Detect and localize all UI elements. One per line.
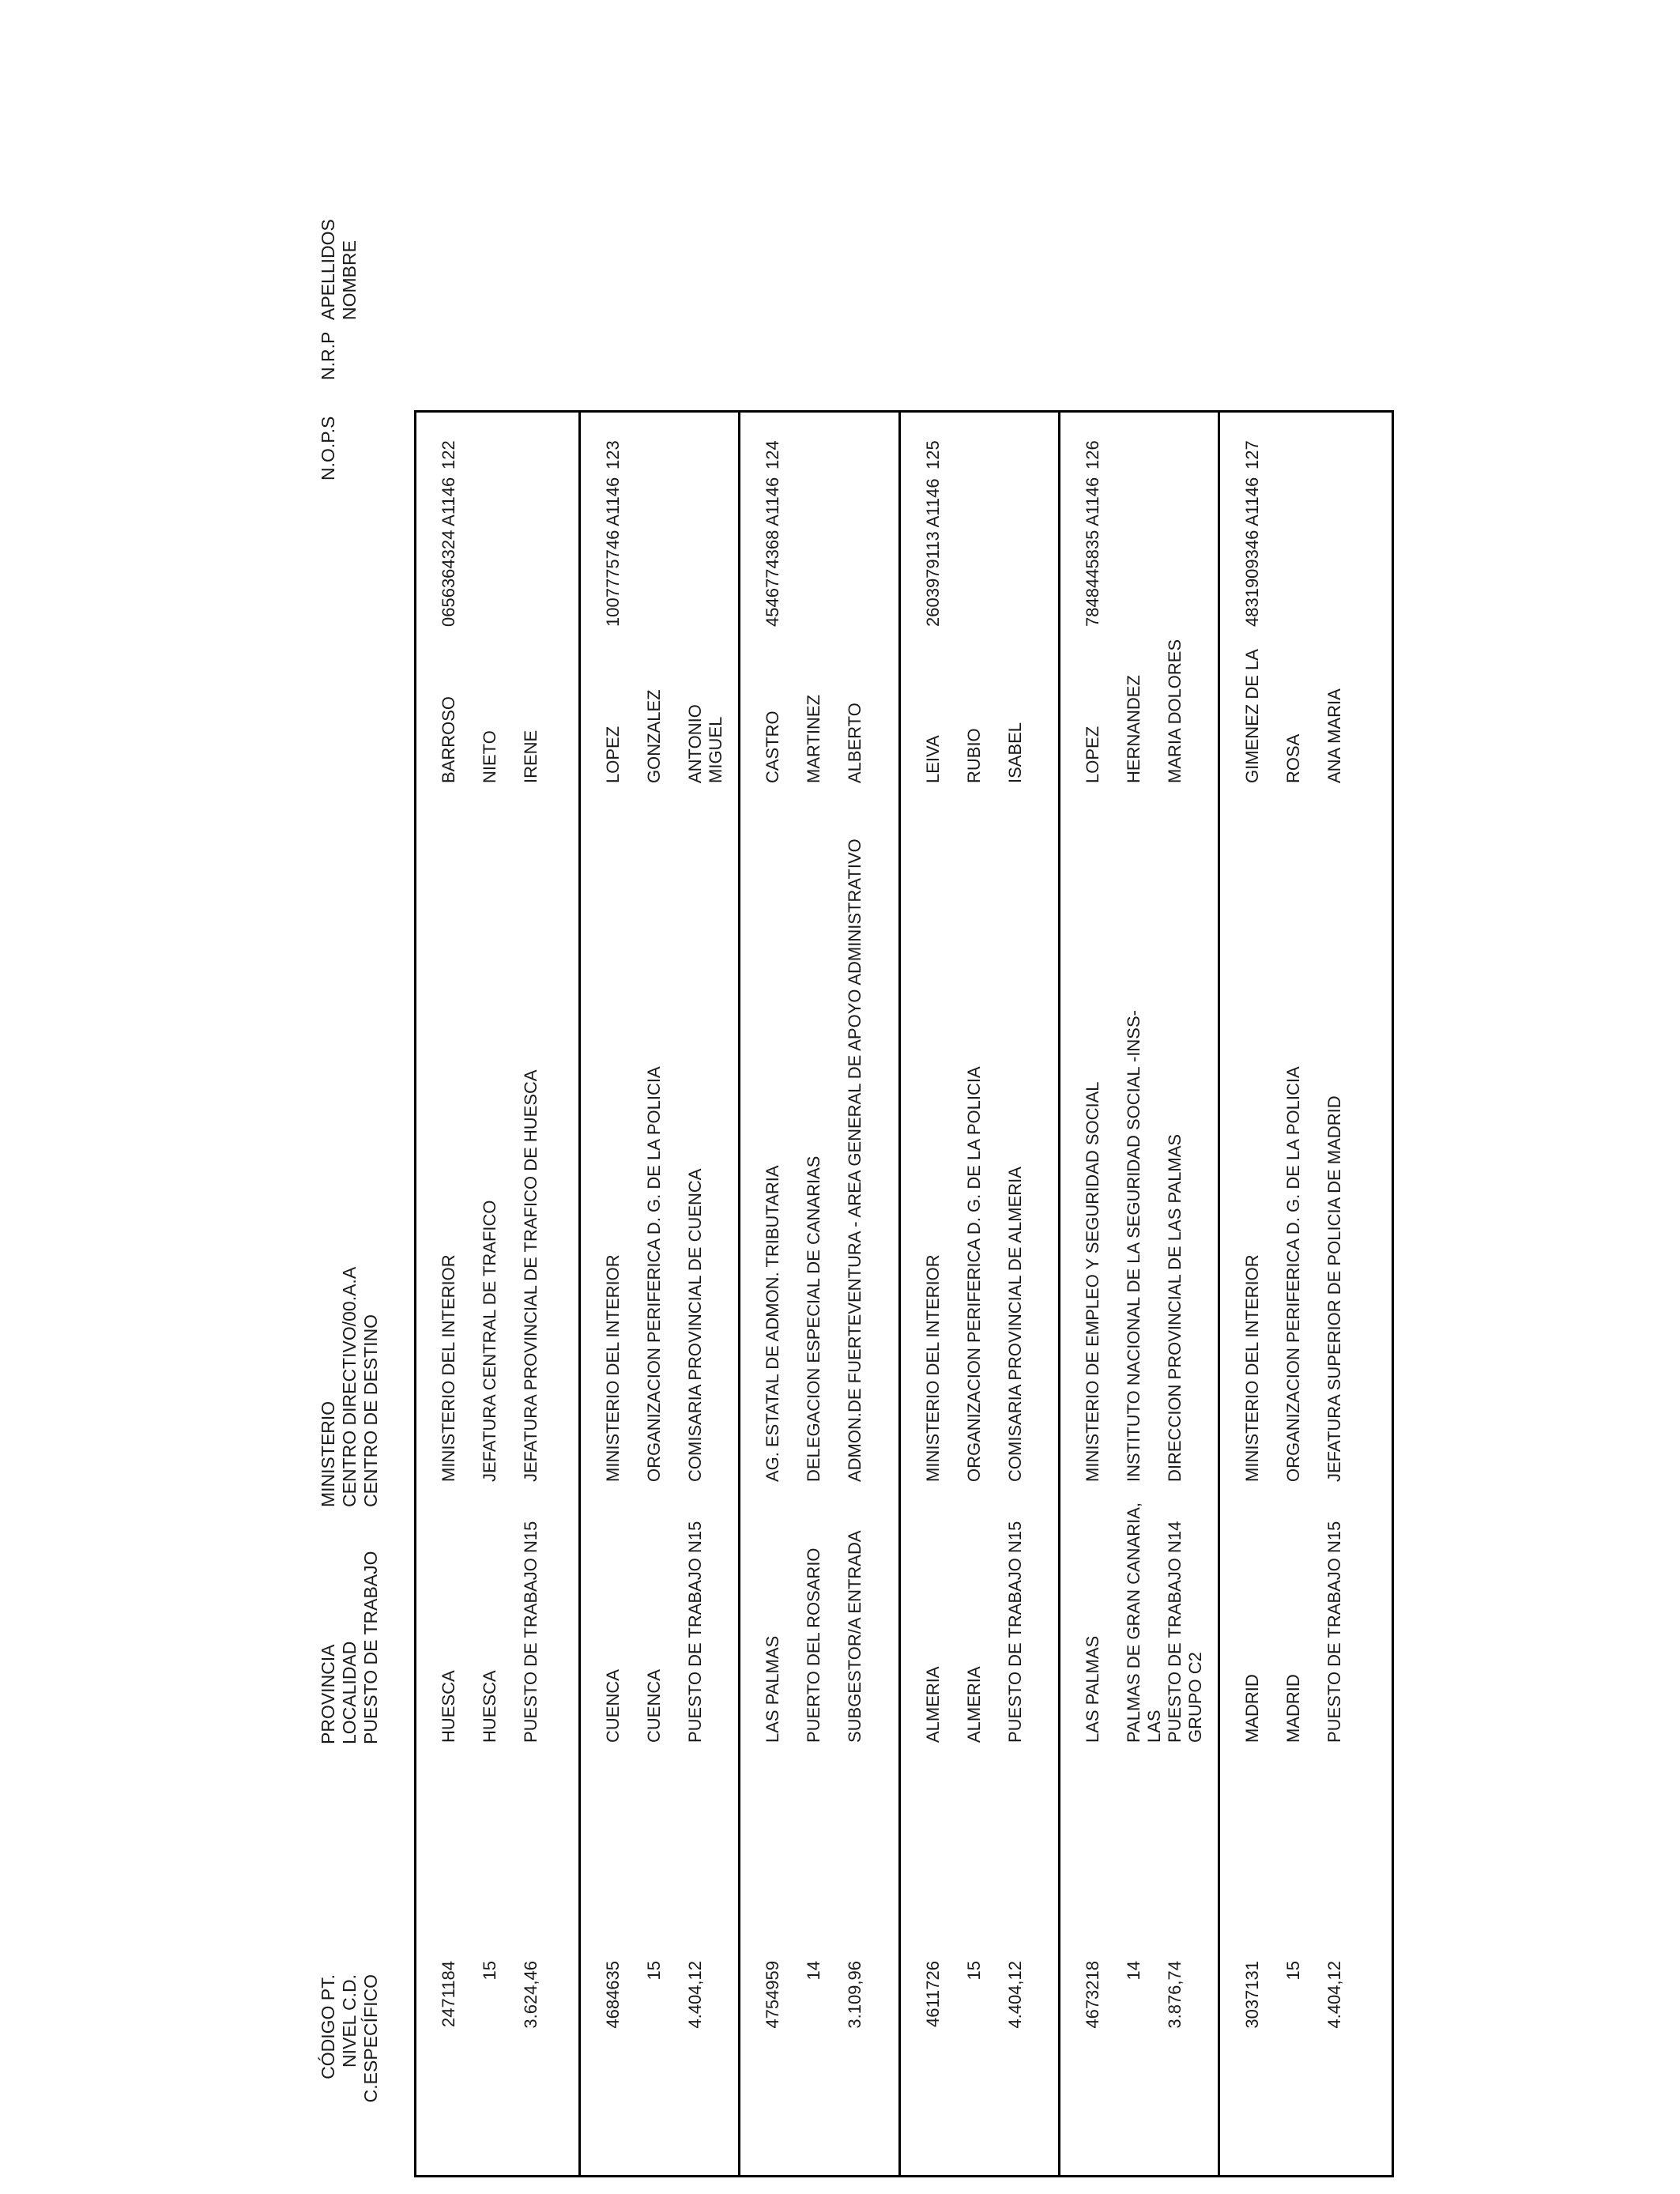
- row-apellidos-line: NIETO: [480, 730, 499, 783]
- table-row: [578, 413, 740, 2175]
- row-codigo-line: 4611726: [923, 1961, 943, 2028]
- row-codigo-line: 3.624,46: [521, 1961, 541, 2029]
- row-apellidos-line: RUBIO: [964, 728, 984, 783]
- table-row: [1058, 413, 1220, 2175]
- row-ministerio-line: ADMON.DE FUERTEVENTURA - AREA GENERAL DE APOYO ADMINISTRATIVO: [845, 839, 864, 1482]
- row-provincia-line: MADRID: [1283, 1674, 1303, 1743]
- row-codigo-line: 4.404,12: [685, 1961, 705, 2029]
- row-nrp: 7848445835 A1146: [1083, 477, 1102, 627]
- row-nrp: 4546774368 A1146: [763, 477, 782, 627]
- row-apellidos-line: MARTINEZ: [804, 694, 823, 783]
- row-provincia-line: PUESTO DE TRABAJO N15: [521, 1521, 541, 1743]
- row-ministerio-line: ORGANIZACION PERIFERICA D. G. DE LA POLICIA: [964, 1066, 984, 1482]
- header-nops-label: N.O.P.S: [318, 416, 338, 481]
- row-ministerio-line: INSTITUTO NACIONAL DE LA SEGURIDAD SOCIAL -INSS-: [1124, 1010, 1143, 1482]
- header-codigo: [318, 1974, 382, 2151]
- row-provincia-line: PUESTO DE TRABAJO N14 GRUPO C2: [1165, 1521, 1205, 1743]
- row-ministerio-line: MINISTERIO DEL INTERIOR: [603, 1254, 623, 1482]
- header-especifico-line: C.ESPECÍFICO: [360, 1974, 381, 2103]
- row-nrp: 0656364324 A1146: [439, 477, 458, 627]
- row-codigo-line: 4.404,12: [1324, 1961, 1344, 2029]
- row-codigo-line: 3.109,96: [845, 1961, 864, 2029]
- header-apellidos-line: APELLIDOS: [318, 219, 338, 320]
- row-ministerio-line: JEFATURA CENTRAL DE TRAFICO: [480, 1200, 499, 1482]
- row-codigo-line: 4754959: [763, 1961, 782, 2029]
- row-ministerio-line: COMISARIA PROVINCIAL DE CUENCA: [685, 1168, 705, 1482]
- row-ministerio-line: MINISTERIO DEL INTERIOR: [923, 1254, 943, 1482]
- row-number: 127: [1242, 440, 1262, 469]
- row-codigo-line: 15: [480, 1961, 499, 1981]
- row-apellidos-line: HERNANDEZ: [1124, 675, 1143, 783]
- table-row: [416, 413, 578, 2175]
- header-ministerio-line: MINISTERIO: [318, 1400, 338, 1507]
- row-ministerio-line: ORGANIZACION PERIFERICA D. G. DE LA POLICIA: [644, 1066, 664, 1482]
- records-table: [414, 410, 1394, 2177]
- row-provincia-line: PUESTO DE TRABAJO N15: [685, 1521, 705, 1743]
- row-provincia-line: ALMERIA: [923, 1666, 943, 1743]
- row-ministerio-line: JEFATURA PROVINCIAL DE TRAFICO DE HUESCA: [521, 1069, 541, 1482]
- header-nrp: [318, 332, 339, 380]
- row-provincia-line: CUENCA: [644, 1669, 664, 1743]
- header-codigo-line: CÓDIGO PT.: [318, 1974, 338, 2079]
- row-ministerio-line: MINISTERIO DEL INTERIOR: [439, 1254, 458, 1482]
- row-nrp: 2603979113 A1146: [923, 478, 943, 627]
- row-codigo-line: 3.876,74: [1165, 1961, 1185, 2029]
- row-codigo-line: 4.404,12: [1005, 1961, 1025, 2029]
- header-apellidos: [318, 219, 360, 320]
- row-codigo-line: 14: [1124, 1961, 1143, 1981]
- row-apellidos-line: ISABEL: [1005, 722, 1025, 783]
- row-codigo-line: 14: [804, 1961, 823, 1981]
- row-apellidos-line: ROSA: [1283, 733, 1303, 783]
- row-ministerio-line: MINISTERIO DE EMPLEO Y SEGURIDAD SOCIAL: [1083, 1081, 1102, 1482]
- header-ministerio: [318, 1267, 382, 1507]
- header-provincia: [318, 1551, 382, 1744]
- row-provincia-line: CUENCA: [603, 1669, 623, 1743]
- row-provincia-line: SUBGESTOR/A ENTRADA: [845, 1530, 864, 1743]
- row-provincia-line: ALMERIA: [964, 1666, 984, 1743]
- row-provincia-line: PALMAS DE GRAN CANARIA, LAS: [1124, 1502, 1164, 1743]
- row-codigo-line: 15: [644, 1961, 664, 1981]
- row-apellidos-line: CASTRO: [763, 711, 782, 783]
- table-row: [1218, 413, 1394, 2175]
- table-row: [898, 413, 1060, 2175]
- row-provincia-line: HUESCA: [439, 1670, 458, 1743]
- header-provincia-line: PROVINCIA: [318, 1644, 338, 1744]
- row-codigo-line: 3037131: [1242, 1961, 1262, 2029]
- row-ministerio-line: DELEGACION ESPECIAL DE CANARIAS: [804, 1155, 823, 1482]
- row-codigo-line: 15: [964, 1961, 984, 1981]
- row-provincia-line: HUESCA: [480, 1670, 499, 1743]
- header-nops: [318, 417, 339, 481]
- row-number: 122: [439, 440, 458, 469]
- row-apellidos-line: MARIA DOLORES: [1165, 639, 1185, 783]
- row-provincia-line: PUESTO DE TRABAJO N15: [1005, 1521, 1025, 1743]
- row-codigo-line: 15: [1283, 1961, 1303, 1981]
- header-localidad-line: LOCALIDAD: [339, 1641, 360, 1744]
- row-apellidos-line: GIMENEZ DE LA: [1242, 649, 1262, 783]
- header-centro-destino-line: CENTRO DE DESTINO: [360, 1314, 381, 1507]
- row-ministerio-line: COMISARIA PROVINCIAL DE ALMERIA: [1005, 1167, 1025, 1482]
- table-row: [738, 413, 901, 2175]
- row-apellidos-line: LOPEZ: [1083, 726, 1102, 783]
- row-ministerio-line: AG. ESTATAL DE ADMON. TRIBUTARIA: [763, 1165, 782, 1482]
- row-ministerio-line: JEFATURA SUPERIOR DE POLICIA DE MADRID: [1324, 1095, 1344, 1482]
- row-provincia-line: PUERTO DEL ROSARIO: [804, 1547, 823, 1743]
- row-number: 123: [603, 440, 623, 469]
- header-centro-directivo-line: CENTRO DIRECTIVO/00.A.A: [339, 1266, 360, 1507]
- row-apellidos-line: ALBERTO: [845, 703, 864, 783]
- header-nrp-label: N.R.P: [318, 331, 338, 380]
- row-nrp: 4831909346 A1146: [1242, 477, 1262, 627]
- row-apellidos-line: GONZALEZ: [644, 689, 664, 783]
- row-ministerio-line: DIRECCION PROVINCIAL DE LAS PALMAS: [1165, 1133, 1185, 1482]
- row-apellidos-line: LOPEZ: [603, 726, 623, 783]
- row-number: 124: [763, 440, 782, 469]
- row-codigo-line: 2471184: [439, 1961, 458, 2028]
- row-number: 125: [923, 440, 943, 469]
- header-nombre-line: NOMBRE: [339, 240, 360, 320]
- row-apellidos-line: ANTONIO MIGUEL: [685, 704, 725, 783]
- row-provincia-line: PUESTO DE TRABAJO N15: [1324, 1521, 1344, 1743]
- row-apellidos-line: IRENE: [521, 729, 541, 783]
- row-ministerio-line: ORGANIZACION PERIFERICA D. G. DE LA POLICIA: [1283, 1066, 1303, 1482]
- row-apellidos-line: BARROSO: [439, 696, 458, 783]
- row-number: 126: [1083, 440, 1102, 469]
- row-provincia-line: LAS PALMAS: [1083, 1635, 1102, 1743]
- row-apellidos-line: LEIVA: [923, 735, 943, 783]
- row-ministerio-line: MINISTERIO DEL INTERIOR: [1242, 1254, 1262, 1482]
- header-nivel-line: NIVEL C.D.: [339, 1974, 360, 2068]
- row-codigo-line: 4684635: [603, 1961, 623, 2029]
- row-provincia-line: LAS PALMAS: [763, 1635, 782, 1743]
- header-puesto-line: PUESTO DE TRABAJO: [360, 1551, 381, 1744]
- row-codigo-line: 4673218: [1083, 1961, 1102, 2029]
- row-provincia-line: MADRID: [1242, 1674, 1262, 1743]
- row-nrp: 1007775746 A1146: [603, 477, 623, 627]
- row-apellidos-line: ANA MARIA: [1324, 688, 1344, 783]
